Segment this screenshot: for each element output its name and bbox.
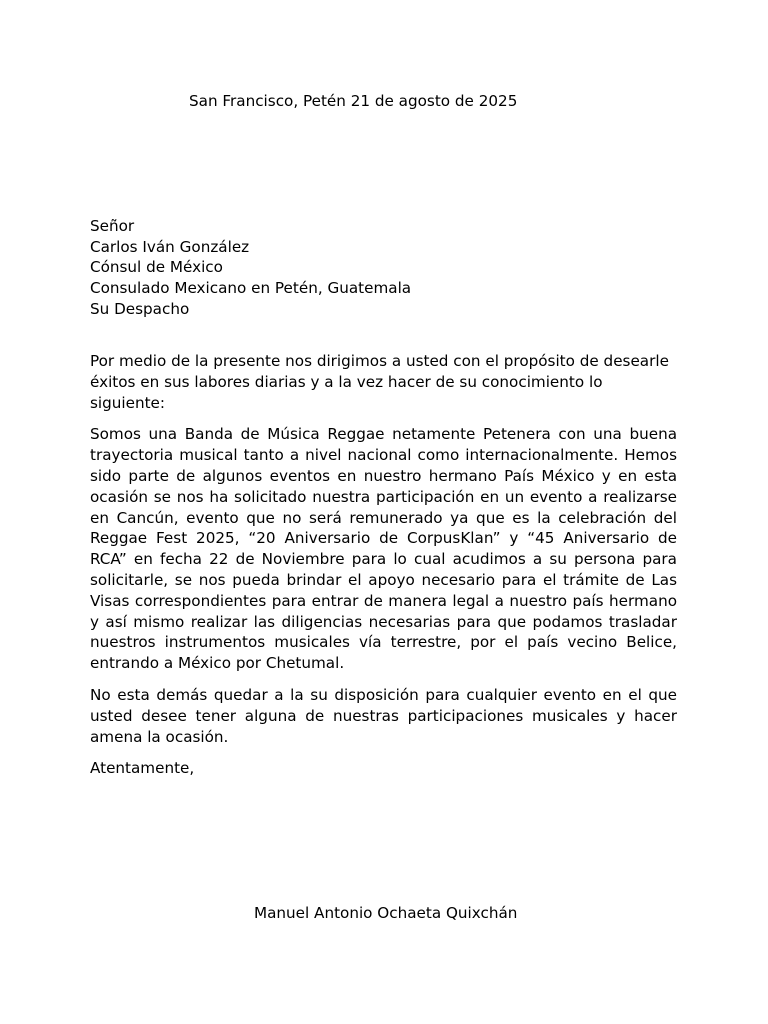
main-paragraph: Somos una Banda de Música Reggae netamente Petenera con una buena trayectoria musical tanto a nivel nacional como internacionalmente. Hemos sido parte de algunos eventos en nuestro hermano País México y en esta ocasión se nos ha solicitado nuestra participación en un evento a realizarse en Cancún, evento que no será remunerado ya que es la celebración del Reggae Fest 2025, “20 Aniversario de CorpusKlan” y “45 Aniversario de RCA” en fecha 22 de Noviembre para lo cual acudimos a su persona para solicitarle, se nos pueda brindar el apoyo necesario para el trámite de Las Visas correspondientes para entrar de manera legal a nuestro país hermano y así mismo realizar las diligencias necesarias para que podamos trasladar nuestros instrumentos musicales vía terrestre, por el país vecino Belice, entrando a México por Chetumal. [90, 425, 677, 673]
recipient-name: Carlos Iván González [90, 237, 250, 256]
recipient-despacho: Su Despacho [90, 299, 190, 318]
letter-body [90, 351, 677, 779]
recipient-office: Consulado Mexicano en Petén, Guatemala [90, 279, 412, 298]
closing-line: Atentamente, [90, 759, 195, 778]
recipient-title: Cónsul de México [90, 258, 223, 277]
signature-name: Manuel Antonio Ochaeta Quixchán [254, 904, 518, 922]
recipient-block [90, 216, 411, 320]
recipient-salutation: Señor [90, 217, 135, 235]
availability-paragraph: No esta demás quedar a la su disposición para cualquier evento en el que usted desee tener alguna de nuestras participaciones musicales y hacer amena la ocasión. [90, 685, 677, 746]
dateline: San Francisco, Petén 21 de agosto de 2025 [189, 92, 518, 110]
intro-paragraph: Por medio de la presente nos dirigimos a usted con el propósito de desearle éxitos en sus labores diarias y a la vez hacer de su conocimiento lo siguiente: [90, 352, 669, 412]
